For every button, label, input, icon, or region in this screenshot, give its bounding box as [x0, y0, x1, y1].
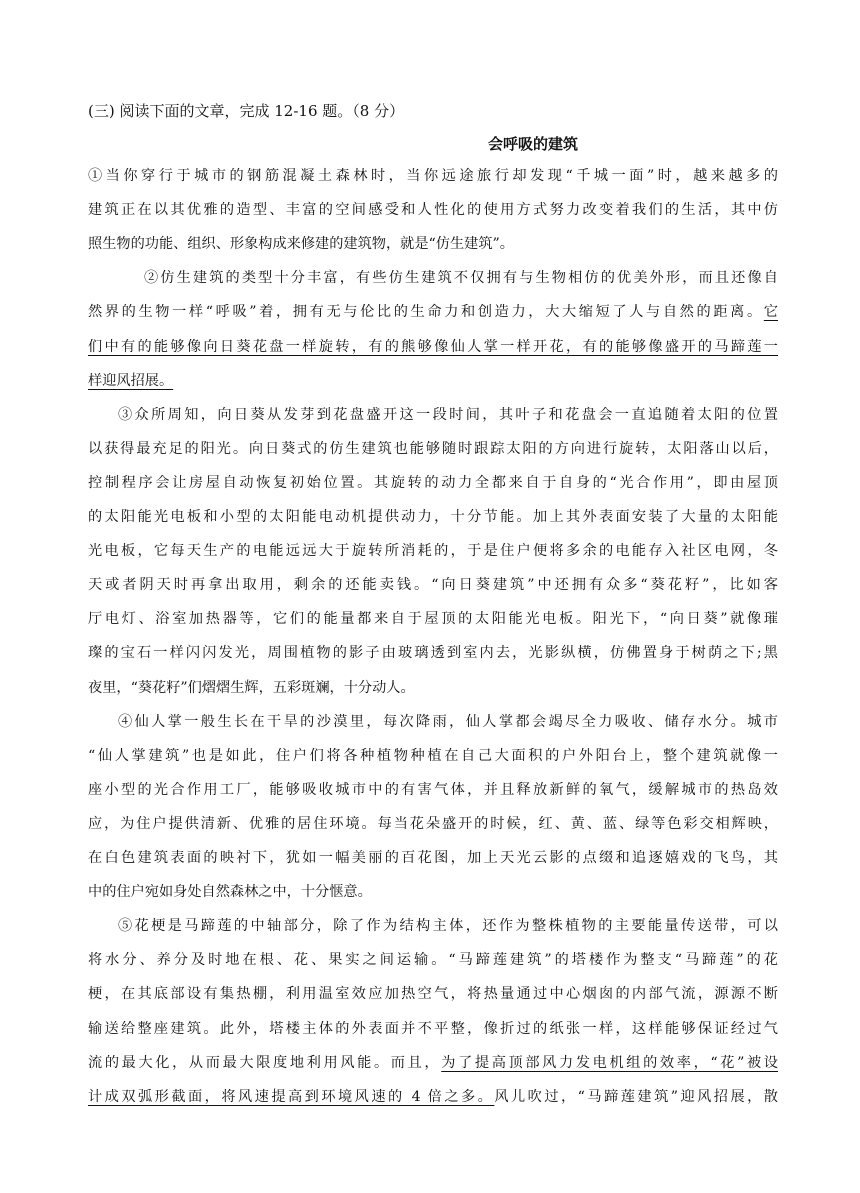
text-line	[88, 575, 778, 595]
text-line	[88, 984, 778, 1004]
text-segment: 应，为住户提供清新、优雅的居住环境。每当花朵盛开的时候，红、黄、蓝、绿等色彩交相辉映，	[88, 815, 778, 832]
text-segment: ①当你穿行于城市的钢筋混凝土森林时，当你远途旅行却发现“千城一面”时，越来越多的	[88, 168, 778, 184]
text-segment: ②仿生建筑的类型十分丰富，有些仿生建筑不仅拥有与生物相仿的优美外形，而且还像自	[144, 270, 778, 287]
text-line	[144, 268, 778, 288]
text-line	[88, 302, 778, 322]
text-line	[88, 371, 778, 391]
text-line	[88, 337, 778, 357]
text-line	[88, 200, 778, 220]
text-line	[88, 1087, 778, 1107]
text-line	[88, 439, 778, 459]
text-line	[88, 473, 778, 493]
text-line	[88, 678, 778, 698]
text-segment: 将水分、养分及时地在根、花、果实之间运输。“马蹄莲建筑”的塔楼作为整支“马蹄莲”的花	[88, 952, 778, 969]
text-segment: 厅电灯、浴室加热器等，它们的能量都来自于屋顶的太阳能光电板。阳光下，“向日葵”就像璀	[88, 611, 778, 628]
text-line	[88, 848, 778, 868]
text-segment: 输送给整座建筑。此外，塔楼主体的外表面并不平整，像折过的纸张一样，这样能够保证经过气	[88, 1020, 778, 1037]
text-line	[88, 541, 778, 561]
text-segment: ④仙人掌一般生长在干旱的沙漠里，每次降雨，仙人掌都会竭尽全力吸收、储存水分。城市	[118, 713, 778, 730]
text-line	[88, 1053, 778, 1073]
text-line	[118, 405, 778, 425]
underlined-text: 计成双弧形截面，将风速提高到环境风速的 4 倍之多。	[88, 1088, 495, 1105]
text-line	[118, 712, 778, 732]
text-segment: ⑤花梗是马蹄莲的中轴部分，除了作为结构主体，还作为整株植物的主要能量传送带，可以	[118, 918, 778, 935]
text-segment: 风儿吹过，“马蹄莲建筑”迎风招展，散	[494, 1088, 778, 1105]
text-segment: 梗，在其底部设有集热棚，利用温室效应加热空气，将热量通过中心烟囱的内部气流，源源不断	[88, 986, 778, 1003]
text-segment: 建筑正在以其优雅的造型、丰富的空间感受和人性化的使用方式努力改变着我们的生活，其中仿	[88, 202, 778, 219]
text-line	[88, 882, 778, 902]
text-segment: 控制程序会让房屋自动恢复初始位置。其旋转的动力全都来自于自身的“光合作用”，即由屋顶	[88, 474, 778, 491]
underlined-text: 它	[763, 304, 778, 321]
text-segment: 在白色建筑表面的映衬下，犹如一幅美丽的百花图，加上天光云影的点缀和追逐嬉戏的飞鸟，其	[88, 850, 778, 866]
text-line	[88, 609, 778, 629]
text-line	[88, 234, 778, 254]
text-segment: 以获得最充足的阳光。向日葵式的仿生建筑也能够随时跟踪太阳的方向进行旋转，太阳落山以后，	[88, 440, 778, 457]
text-line	[88, 814, 778, 834]
text-line	[88, 746, 778, 766]
underlined-text: 样迎风招展。	[88, 372, 174, 389]
text-line	[88, 1019, 778, 1039]
text-segment: 座小型的光合作用工厂，能够吸收城市中的有害气体，并且释放新鲜的氧气，缓解城市的热岛效	[88, 781, 778, 798]
text-segment: ③众所周知，向日葵从发芽到花盘盛开这一段时间，其叶子和花盘会一直追随着太阳的位置	[118, 406, 778, 423]
section-header: (三) 阅读下面的文章，完成 12-16 题。（8 分）	[88, 102, 405, 120]
underlined-text: 们中有的能够像向日葵花盘一样旋转，有的熊够像仙人掌一样开花，有的能够像盛开的马蹄莲一	[88, 338, 778, 355]
text-line	[88, 507, 778, 527]
text-segment: “仙人掌建筑”也是如此，住户们将各种植物种植在自己大面积的户外阳台上，整个建筑就像一	[88, 747, 778, 764]
text-segment: 照生物的功能、组织、形象构成来修建的建筑物，就是“仿生建筑”。	[88, 236, 514, 253]
text-line	[88, 643, 778, 663]
text-segment: 夜里，“葵花籽”们熠熠生辉，五彩斑斓，十分动人。	[88, 679, 415, 696]
text-line	[88, 166, 778, 186]
text-segment: 璨的宝石一样闪闪发光，周围植物的影子由玻璃透到室内去，光影纵横，仿佛置身于树荫之下;黑	[88, 645, 778, 662]
article-title: 会呼吸的建筑	[488, 135, 579, 153]
text-segment: 光电板，它每天生产的电能远远大于旋转所消耗的，于是住户便将多余的电能存入社区电网，冬	[88, 543, 778, 560]
underlined-text: 为了提高顶部风力发电机组的效率，“花”被设	[441, 1054, 778, 1071]
text-segment: 中的住户宛如身处自然森林之中，十分惬意。	[88, 884, 372, 901]
text-segment: 的太阳能光电板和小型的太阳能电动机提供动力，十分节能。加上其外表面安装了大量的太阳能	[88, 509, 778, 525]
text-line	[88, 950, 778, 970]
text-line	[118, 916, 778, 936]
text-segment: 流的最大化，从而最大限度地利用风能。而且，	[88, 1054, 442, 1071]
text-segment: 然界的生物一样“呼吸”着，拥有无与伦比的生命力和创造力，大大缩短了人与自然的距离。	[88, 304, 764, 321]
text-line	[88, 780, 778, 800]
text-segment: 天或者阴天时再拿出取用，剩余的还能卖钱。“向日葵建筑”中还拥有众多“葵花籽”，比如客	[88, 577, 778, 594]
